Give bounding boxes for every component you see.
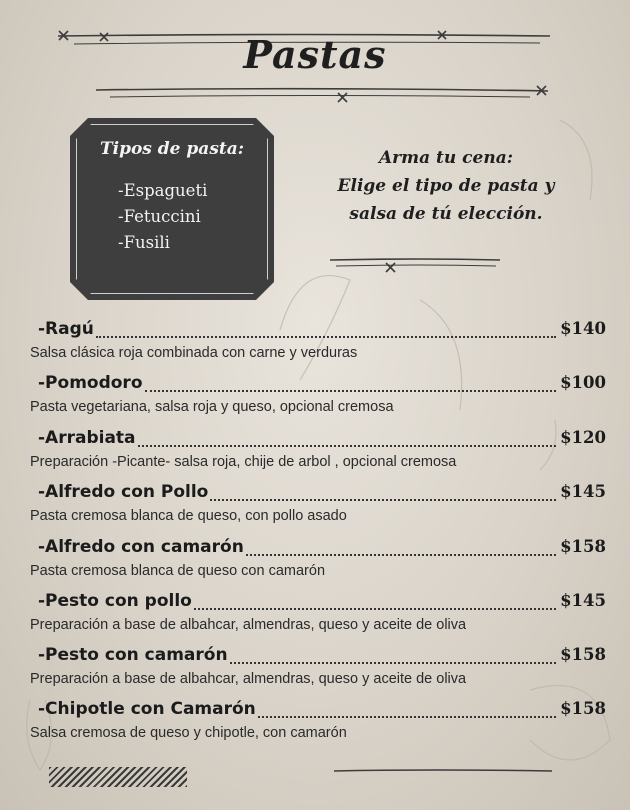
menu-item-description: Pasta vegetariana, salsa roja y queso, opcional cremosa xyxy=(30,399,394,415)
menu-item-row xyxy=(30,428,610,452)
promo-line: salsa de tú elección. xyxy=(349,204,543,224)
pasta-type-item: -Fetuccini xyxy=(118,207,201,226)
menu-item xyxy=(30,699,610,741)
dot-leader xyxy=(258,716,556,718)
dot-leader xyxy=(230,662,556,664)
board-heading: Tipos de pasta: xyxy=(99,139,245,159)
menu-item-price: $158 xyxy=(560,645,606,664)
menu-item-row xyxy=(30,373,610,397)
pasta-types-list xyxy=(118,178,207,256)
menu-item-name: -Pomodoro xyxy=(38,373,143,393)
menu-item-description: Preparación -Picante- salsa roja, chije de arbol , opcional cremosa xyxy=(30,454,457,470)
menu-item-description: Pasta cremosa blanca de queso con camarón xyxy=(30,563,326,579)
dot-leader xyxy=(145,390,556,392)
menu-item xyxy=(30,373,610,415)
page-title: Pastas xyxy=(243,32,387,77)
menu-item-row xyxy=(30,699,610,723)
menu-item-description: Preparación a base de albahcar, almendras, queso y aceite de oliva xyxy=(30,671,467,687)
menu-item-name: -Alfredo con camarón xyxy=(38,537,244,557)
promo-text xyxy=(296,144,596,228)
menu-item-price: $100 xyxy=(560,373,606,392)
dot-leader xyxy=(194,608,556,610)
dot-leader xyxy=(246,554,556,556)
pasta-type-item: -Espagueti xyxy=(118,181,208,200)
menu-item-price: $140 xyxy=(560,319,606,338)
menu-item-name: -Arrabiata xyxy=(38,428,136,448)
menu-item-price: $158 xyxy=(560,699,606,718)
menu-item-description: Preparación a base de albahcar, almendras, queso y aceite de oliva xyxy=(30,617,467,633)
promo-line: Arma tu cena: xyxy=(378,148,514,168)
menu-item-name: -Alfredo con Pollo xyxy=(38,482,209,502)
menu-item xyxy=(30,537,610,579)
menu-item-price: $158 xyxy=(560,537,606,556)
menu-item xyxy=(30,645,610,687)
decorative-stripes xyxy=(49,767,187,787)
menu-item-row xyxy=(30,482,610,506)
pasta-type-item: -Fusili xyxy=(118,233,170,252)
menu-item-price: $145 xyxy=(560,482,606,501)
menu-item xyxy=(30,319,610,361)
dot-leader xyxy=(96,336,556,338)
menu-item-name: -Ragú xyxy=(38,319,94,339)
menu-item-row xyxy=(30,319,610,343)
menu-item xyxy=(30,591,610,633)
menu-item-name: -Pesto con pollo xyxy=(38,591,192,611)
menu-item-description: Salsa cremosa de queso y chipotle, con camarón xyxy=(30,725,347,741)
menu-item-row xyxy=(30,591,610,615)
menu-item xyxy=(30,428,610,470)
menu-item-description: Pasta cremosa blanca de queso, con pollo asado xyxy=(30,508,347,524)
menu-item-row xyxy=(30,537,610,561)
menu-item-description: Salsa clásica roja combinada con carne y verduras xyxy=(30,345,358,361)
promo-line: Elige el tipo de pasta y xyxy=(337,176,555,196)
dot-leader xyxy=(138,445,556,447)
menu-item-name: -Pesto con camarón xyxy=(38,645,228,665)
dot-leader xyxy=(210,499,556,501)
menu-item-price: $120 xyxy=(560,428,606,447)
menu-item-row xyxy=(30,645,610,669)
menu-item-name: -Chipotle con Camarón xyxy=(38,699,256,719)
menu-item-price: $145 xyxy=(560,591,606,610)
menu-item xyxy=(30,482,610,524)
